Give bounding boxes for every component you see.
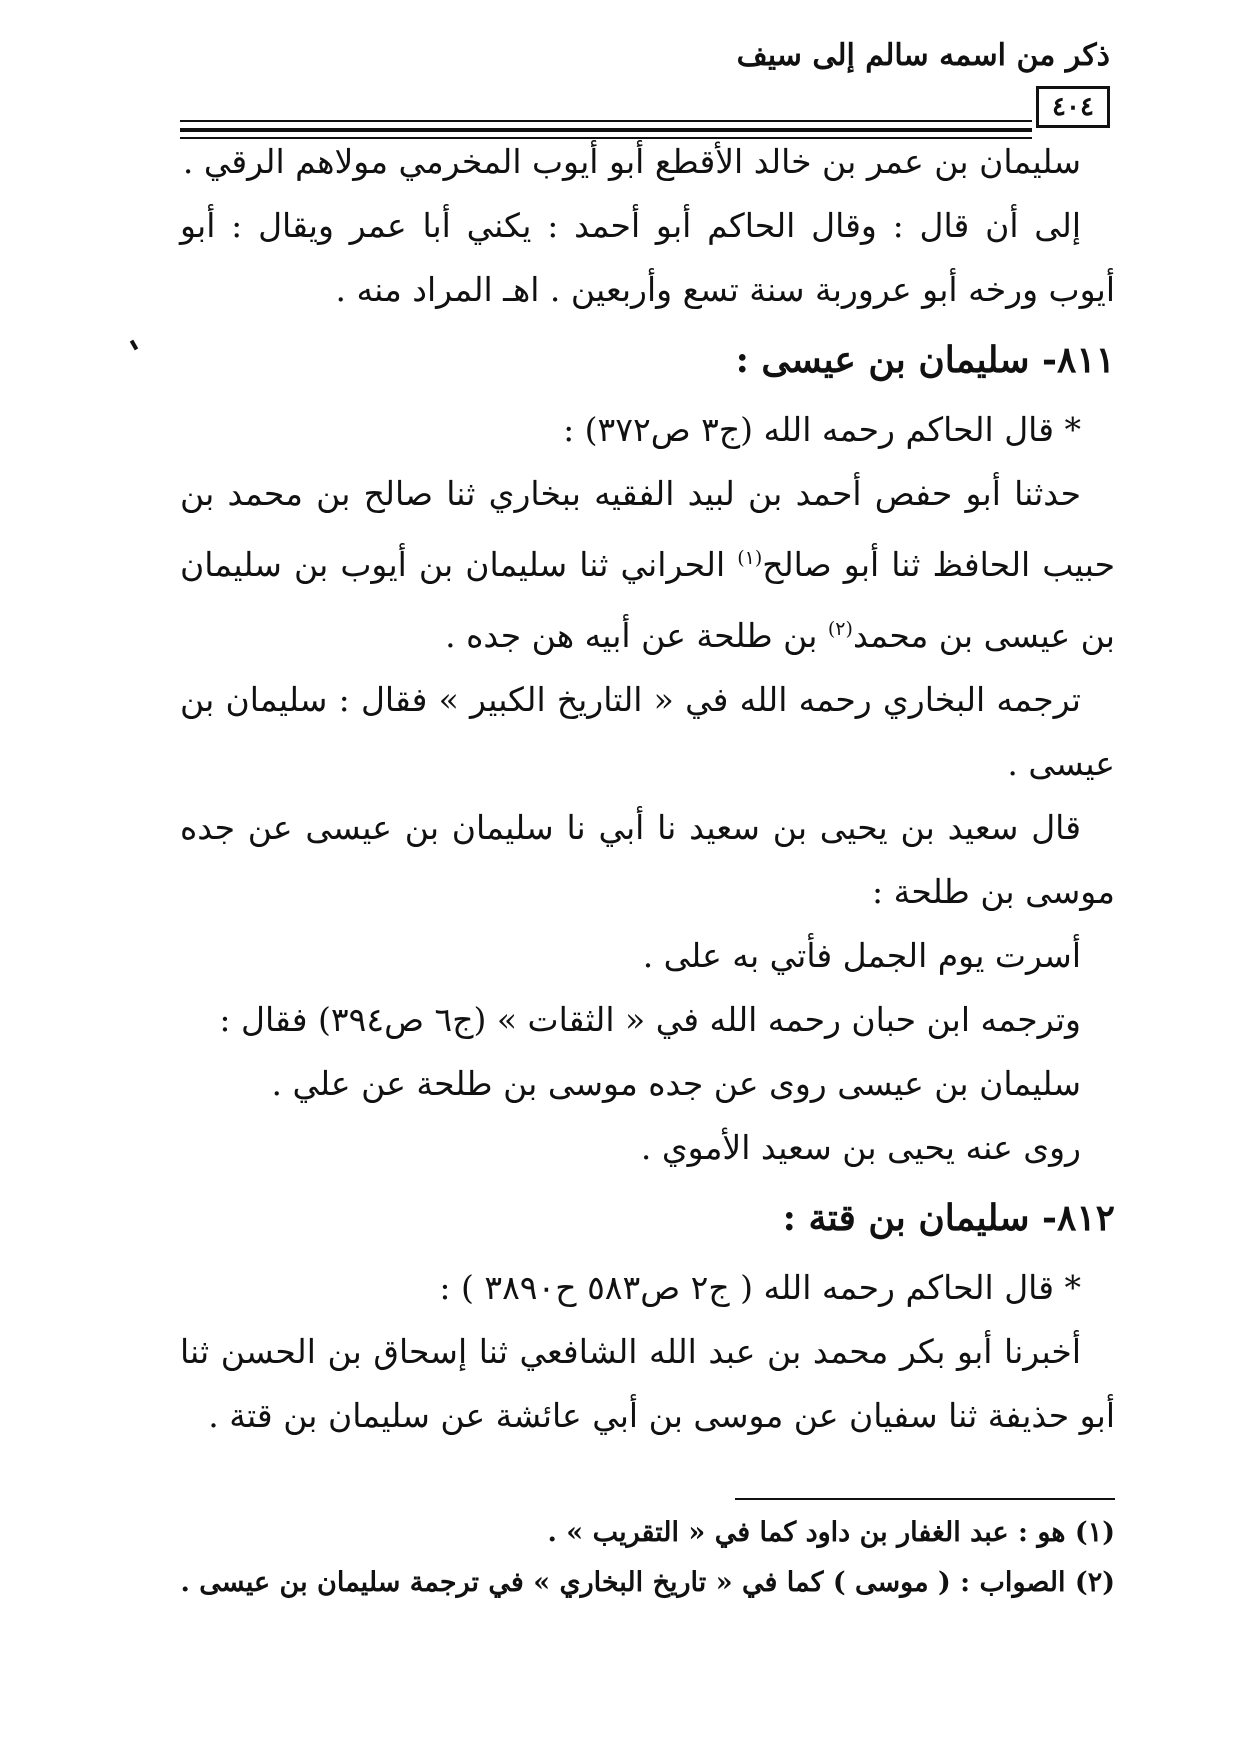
paragraph: قال سعيد بن يحيى بن سعيد نا أبي نا سليمان بن عيسى عن جده موسى بن طلحة : bbox=[180, 808, 1115, 911]
entry-heading-812: ٨١٢- سليمان بن قتة : bbox=[782, 1197, 1115, 1239]
paragraph: سليمان بن عيسى روى عن جده موسى بن طلحة عن علي . bbox=[271, 1064, 1081, 1103]
footnote-ref-1: (١) bbox=[737, 547, 763, 569]
footnote-ref-2: (٢) bbox=[827, 618, 853, 640]
paragraph: سليمان بن عمر بن خالد الأقطع أبو أيوب المخرمي مولاهم الرقي . bbox=[182, 142, 1081, 181]
page-body bbox=[180, 130, 1115, 1448]
header-rule-thin-top bbox=[180, 120, 1032, 122]
stray-ink-mark bbox=[130, 340, 138, 351]
paragraph: * قال الحاكم رحمه الله ( ج٢ ص٥٨٣ ح٣٨٩٠ ) : bbox=[439, 1268, 1081, 1307]
text-run: بن طلحة عن أبيه هن جده . bbox=[445, 616, 828, 655]
paragraph: روى عنه يحيى بن سعيد الأموي . bbox=[640, 1128, 1081, 1167]
paragraph: إلى أن قال : وقال الحاكم أبو أحمد : يكني أبا عمر ويقال : أبو أيوب ورخه أبو عروربة سنة تسع وأربعين . اهـ المراد منه . bbox=[180, 206, 1115, 309]
text-run: الحراني ثنا سليمان بن أيوب بن سليمان بن عيسى بن محمد bbox=[180, 545, 1115, 655]
paragraph: وترجمه ابن حبان رحمه الله في « الثقات » (ج٦ ص٣٩٤) فقال : bbox=[219, 1000, 1081, 1039]
page-number: ٤٠٤ bbox=[1036, 86, 1110, 128]
footnote-2: (٢) الصواب : ( موسى ) كما في « تاريخ البخاري » في ترجمة سليمان بن عيسى . bbox=[180, 1567, 1115, 1598]
isnad-paragraph bbox=[180, 462, 1115, 668]
text-run: حدثنا أبو حفص أحمد بن لبيد الفقيه ببخاري ثنا صالح بن محمد بن حبيب الحافظ ثنا أبو صالح bbox=[180, 474, 1115, 584]
footnotes bbox=[180, 1508, 1115, 1608]
paragraph: * قال الحاكم رحمه الله (ج٣ ص٣٧٢) : bbox=[563, 410, 1081, 449]
page-header bbox=[180, 38, 1110, 122]
paragraph: ترجمه البخاري رحمه الله في « التاريخ الكبير » فقال : سليمان بن عيسى . bbox=[180, 680, 1115, 783]
running-title: ذكر من اسمه سالم إلى سيف bbox=[736, 38, 1110, 73]
entry-heading-811: ٨١١- سليمان بن عيسى : bbox=[735, 339, 1115, 381]
footnote-separator bbox=[735, 1498, 1115, 1500]
paragraph: أسرت يوم الجمل فأتي به على . bbox=[642, 936, 1081, 975]
footnote-1: (١) هو : عبد الغفار بن داود كما في « التقريب » . bbox=[547, 1517, 1115, 1548]
paragraph: أخبرنا أبو بكر محمد بن عبد الله الشافعي ثنا إسحاق بن الحسن ثنا أبو حذيفة ثنا سفيان عن موسى بن أبي عائشة عن سليمان بن قتة . bbox=[180, 1332, 1115, 1435]
